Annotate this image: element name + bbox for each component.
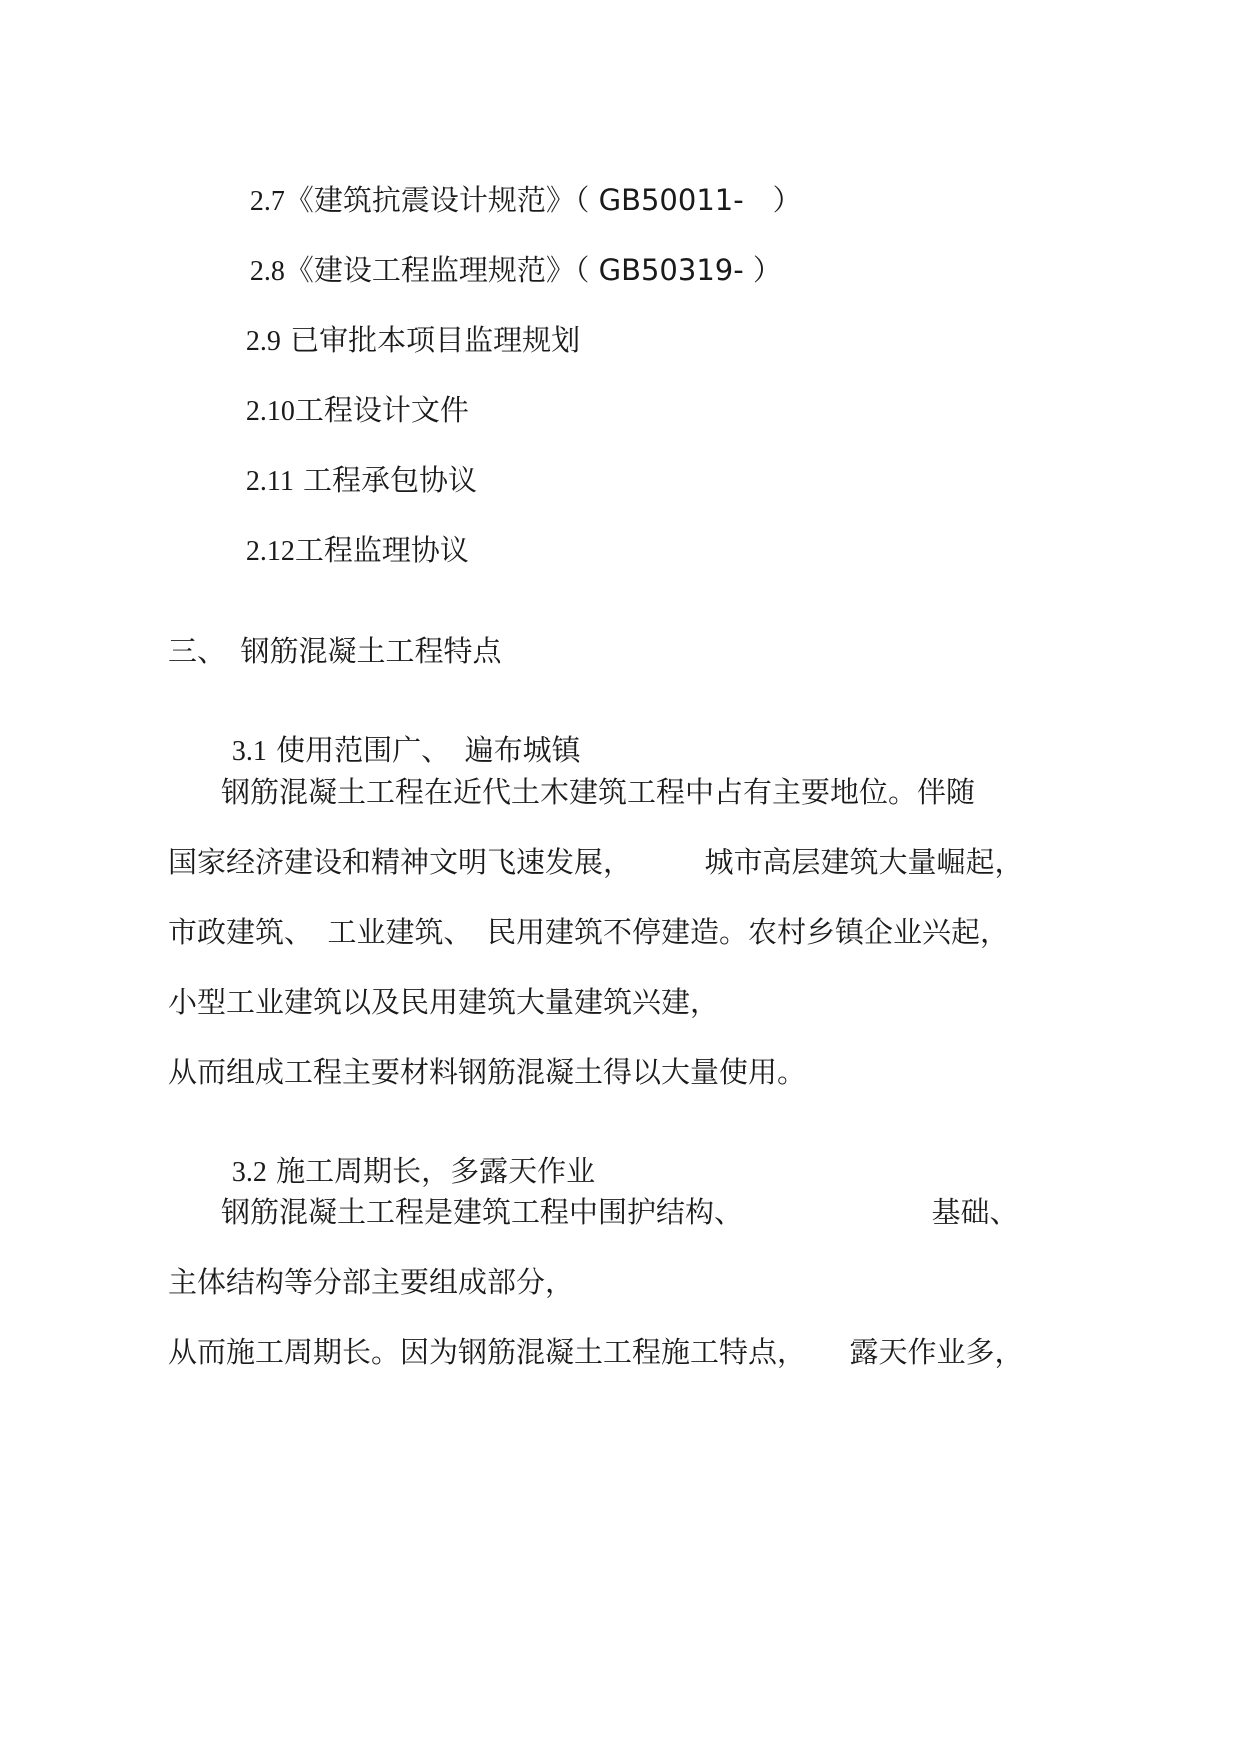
subsection-number: 3.1 [231,736,267,767]
reference-text: 工程设计文件 [294,393,469,427]
reference-text: 工程监理协议 [294,533,469,567]
reference-text: 工程承包协议 [293,463,478,497]
paragraph-line: 市政建筑、 工业建筑、 民用建筑不停建造。农村乡镇企业兴起， [168,915,1010,949]
reference-text: 《建筑抗震设计规范》（ GB50011- ） [284,183,802,217]
paragraph-line: 小型工业建筑以及民用建筑大量建筑兴建， [168,985,720,1019]
paragraph-line: 从而组成工程主要材料钢筋混凝土得以大量使用。 [168,1055,807,1089]
reference-number: 2.8 [249,256,285,287]
reference-text: 已审批本项目监理规划 [280,323,581,357]
section-heading: 三、 钢筋混凝土工程特点 [168,634,502,668]
paragraph-line: 主体结构等分部主要组成部分， [168,1265,575,1299]
reference-text: 《建设工程监理规范》（ GB50319- ） [284,253,782,287]
reference-number: 2.7 [249,186,285,217]
paragraph-line: 从而施工周期长。因为钢筋混凝土工程施工特点， 露天作业多， [168,1335,1024,1369]
paragraph-line: 钢筋混凝土工程是建筑工程中围护结构、 基础、 [221,1195,1019,1229]
subsection-title: 施工周期长，多露天作业 [266,1154,596,1188]
paragraph-line: 国家经济建设和精神文明飞速发展， 城市高层建筑大量崛起， [168,845,1024,879]
reference-item [209,507,469,595]
paragraph-line: 钢筋混凝土工程在近代土木建筑工程中占有主要地位。伴随 [221,775,976,809]
reference-number: 2.10 [245,396,295,427]
subsection-title: 使用范围广、 遍布城镇 [266,733,581,767]
reference-number: 2.11 [245,466,294,497]
subsection-number: 3.2 [231,1157,267,1188]
reference-number: 2.12 [245,536,295,567]
reference-number: 2.9 [245,326,281,357]
